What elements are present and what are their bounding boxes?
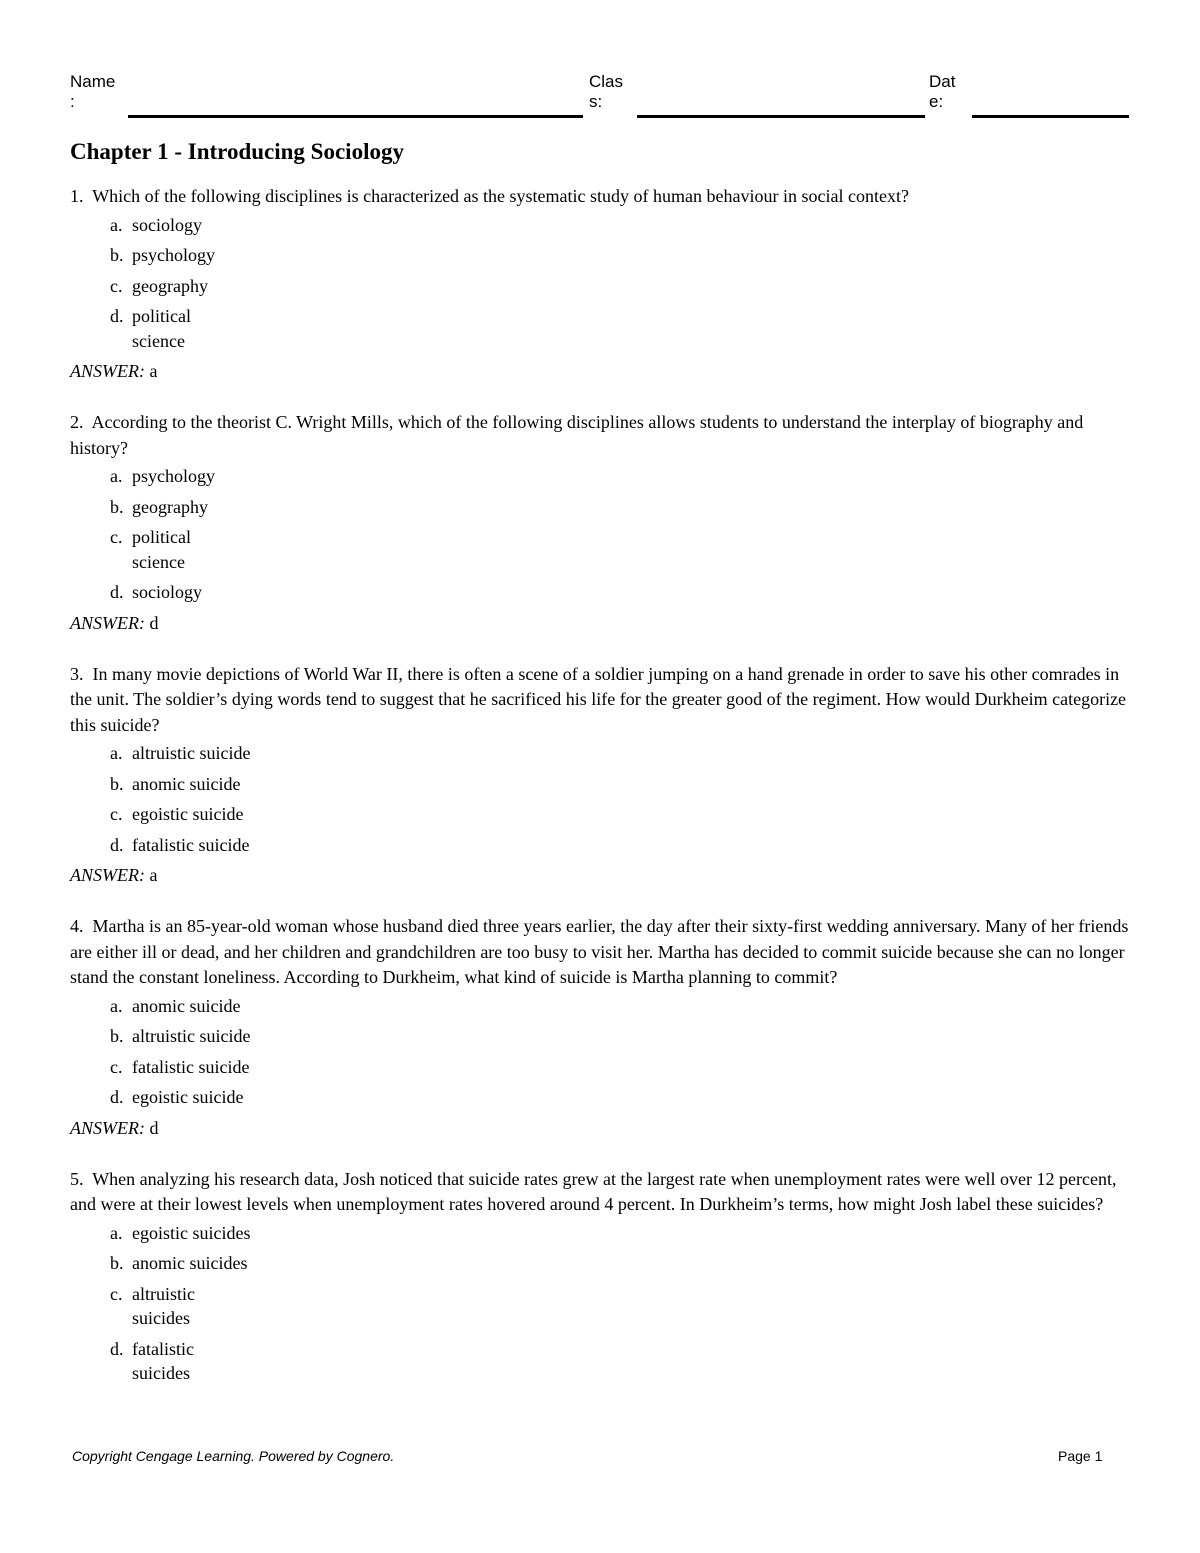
option-letter: c.	[110, 804, 123, 824]
question-number: 5.	[70, 1168, 84, 1189]
date-label: Dat	[929, 72, 956, 91]
option-text: egoistic suicide	[132, 1087, 244, 1107]
question-number: 3.	[70, 663, 84, 684]
option-item	[70, 274, 1130, 299]
option-text: anomic suicide	[132, 773, 241, 794]
option-item	[70, 1024, 1130, 1049]
answer-value: d	[149, 1117, 159, 1138]
option-text: anomic suicide	[132, 995, 241, 1016]
question-4	[70, 914, 1133, 1140]
question-3	[70, 662, 1130, 888]
chapter-title: Chapter 1 - Introducing Sociology	[70, 139, 404, 164]
class-field-label	[589, 72, 623, 112]
question-number: 4.	[70, 916, 84, 936]
option-list	[70, 741, 1130, 857]
option-letter: b.	[110, 1026, 124, 1046]
question-body: According to the theorist C. Wright Mills, which of the following disciplines allows students to understand the interplay of biography and history?	[70, 412, 1088, 458]
question-text	[70, 662, 1130, 739]
option-item	[70, 243, 1130, 268]
name-field-label	[70, 72, 115, 112]
option-list	[70, 1221, 1130, 1386]
option-item	[70, 1251, 1130, 1276]
option-text: fatalistic suicide	[132, 1056, 250, 1077]
option-text: political science	[132, 527, 191, 572]
option-letter: b.	[110, 773, 124, 794]
answer-line	[70, 1116, 1130, 1140]
page-number: Page 1	[1058, 1448, 1103, 1464]
option-letter: c.	[110, 1056, 123, 1077]
option-list	[70, 994, 1130, 1110]
option-text: egoistic suicides	[132, 1222, 251, 1243]
option-text: fatalistic suicides	[132, 1338, 194, 1383]
option-text: altruistic suicides	[132, 1283, 195, 1328]
option-item	[70, 833, 1130, 858]
option-item	[70, 213, 1130, 238]
option-letter: a.	[110, 1222, 123, 1243]
option-letter: d.	[110, 1338, 124, 1359]
option-text: sociology	[132, 582, 202, 602]
question-body: Which of the following disciplines is characterized as the systematic study of human behaviour in social context?	[92, 186, 909, 206]
option-letter: a.	[110, 743, 123, 763]
question-list	[70, 184, 1133, 1413]
option-item	[70, 495, 1130, 520]
option-item	[70, 525, 1130, 574]
question-body: When analyzing his research data, Josh noticed that suicide rates grew at the largest rate when unemployment rates were well over 12 percent, and were at their lowest levels when unemployment rates hovered around 4 percent. In Durkheim’s terms, how might Josh label these suicides?	[70, 1168, 1121, 1214]
answer-label: ANSWER:	[70, 1117, 145, 1138]
option-letter: b.	[110, 496, 124, 517]
option-text: egoistic suicide	[132, 804, 244, 824]
option-item	[70, 994, 1130, 1019]
option-letter: b.	[110, 1253, 124, 1273]
answer-value: d	[149, 612, 159, 633]
date-field-label	[929, 72, 955, 112]
answer-label: ANSWER:	[70, 612, 145, 633]
question-number: 1.	[70, 186, 84, 206]
answer-line	[70, 863, 1130, 887]
option-item	[70, 1337, 1130, 1386]
option-text: fatalistic suicide	[132, 834, 250, 855]
question-text	[70, 914, 1133, 991]
option-item	[70, 1055, 1130, 1080]
option-letter: a.	[110, 995, 123, 1016]
name-line	[128, 115, 583, 118]
option-text: sociology	[132, 214, 202, 235]
option-text: political science	[132, 306, 191, 351]
option-letter: a.	[110, 214, 123, 235]
option-text: psychology	[132, 245, 215, 265]
name-label: Name	[70, 72, 116, 91]
answer-value: a	[149, 865, 158, 885]
option-letter: c.	[110, 1283, 123, 1304]
option-item	[70, 580, 1130, 605]
option-item	[70, 1221, 1130, 1246]
date-line	[972, 115, 1129, 118]
option-item	[70, 1282, 1130, 1331]
name-colon: :	[70, 92, 75, 111]
answer-line	[70, 359, 1130, 383]
option-item	[70, 741, 1130, 766]
copyright-text: Copyright Cengage Learning. Powered by Cognero.	[72, 1448, 395, 1464]
option-item	[70, 772, 1130, 797]
option-letter: d.	[110, 834, 124, 855]
option-item	[70, 464, 1130, 489]
option-letter: b.	[110, 245, 124, 265]
option-letter: d.	[110, 582, 124, 602]
class-label: Clas	[589, 72, 624, 91]
question-2	[70, 410, 1130, 635]
option-text: psychology	[132, 466, 215, 486]
option-letter: a.	[110, 466, 123, 486]
option-list	[70, 464, 1130, 605]
question-text	[70, 1167, 1130, 1218]
question-5	[70, 1167, 1130, 1386]
answer-line	[70, 611, 1130, 635]
option-text: geography	[132, 496, 208, 517]
option-letter: d.	[110, 1087, 124, 1107]
class-colon: s:	[589, 92, 603, 111]
option-text: altruistic suicide	[132, 1026, 251, 1046]
option-text: altruistic suicide	[132, 743, 251, 763]
question-body: In many movie depictions of World War II, there is often a scene of a soldier jumping on a hand grenade in order to save his other comrades in the unit. The soldier’s dying words tend to suggest that he sacrificed his life for the greater good of the regiment. How would Durkheim categorize this suicide?	[70, 663, 1131, 735]
date-colon: e:	[929, 92, 944, 111]
option-letter: d.	[110, 306, 124, 326]
answer-value: a	[149, 361, 158, 381]
option-letter: c.	[110, 275, 123, 296]
option-text: geography	[132, 275, 208, 296]
option-item	[70, 1085, 1130, 1110]
question-1	[70, 184, 1130, 383]
option-item	[70, 802, 1130, 827]
option-text: anomic suicides	[132, 1253, 248, 1273]
answer-label: ANSWER:	[70, 865, 145, 885]
option-item	[70, 304, 1130, 353]
option-letter: c.	[110, 527, 123, 547]
question-number: 2.	[70, 412, 84, 432]
answer-label: ANSWER:	[70, 361, 145, 381]
class-line	[637, 115, 925, 118]
question-text	[70, 184, 1130, 210]
question-text	[70, 410, 1130, 461]
option-list	[70, 213, 1130, 354]
question-body: Martha is an 85-year-old woman whose husband died three years earlier, the day after their sixty-first wedding anniversary. Many of her friends are either ill or dead, and her children and grandchildren are too busy to visit her. Martha has decided to commit suicide because she can no longer stand the constant loneliness. According to Durkheim, what kind of suicide is Martha planning to commit?	[70, 916, 1133, 987]
